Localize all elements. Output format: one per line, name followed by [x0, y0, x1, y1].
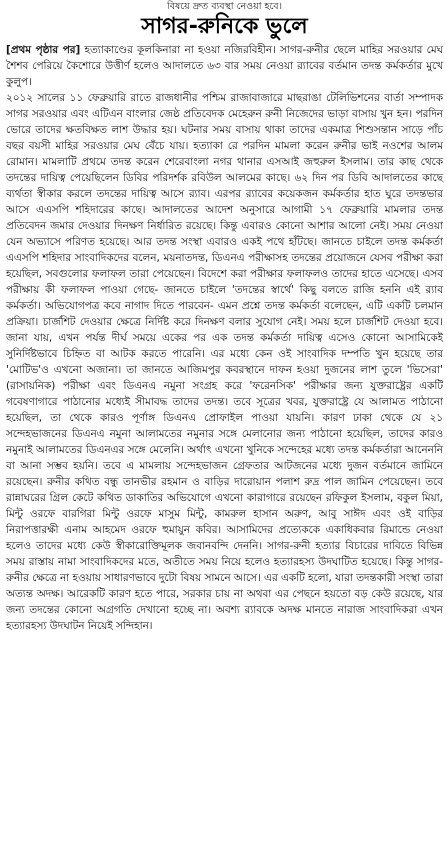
article-paragraph-2: ২০১২ সালের ১১ ফেব্রুয়ারি রাতে রাজধানীর পশ্চিম রাজাবাজারে মাছরাঙা টেলিভিশনের বার্তা সম্পাদক সাগর সরওয়ার এবং এটিএন বাংলার জেষ্ঠ প্রতিবেদক মেহেরুন রুনী নিজেদের ভাড়া বাসায় খুন হন। পরদিন ভোরে তাদের ক্ষতবিক্ষত লাশ উদ্ধার হয়। ঘটনার সময় বাসায় থাকা তাদের একমাত্র শিশুসন্তান সাড়ে পাঁচ বছর বয়সী মাহির সরওয়ার মেঘ বেঁচে যায়। হত্যাকা রে পরদিন মামলা করেন রুনীর ভাই নওশের আলম রোমান। মামলাটি প্রথমে তদন্ত করেন শেরেবাংলা নগর থানার এসআই জহুরুল ইসলাম। তার কাছ থেকে তদন্তের দায়িত্ব পেয়েছিলেন ডিবির পরিদর্শক রবিউল আলমের কাছে। ৬২ দিন পর ডিবি আদালতের কাছে ব্যর্থতা স্বীকার করলে তদন্তের দায়িত্ব আসে র‍্যাব। এরপর র‍্যাবের কয়েকজন কর্মকর্তার হাত ঘুরে তদন্তভার আসে এএসপি শহিদারের কাছে। আদালতের আদেশ অনুসারে আগামী ১৭ ফেব্রুয়ারি মামলার তদন্ত প্রতিবেদন জমার দেওয়ার দিনক্ষণ নির্ধারিত রয়েছে। কিন্তু এবারও কোনো আশার আলো নেই। সময় নেওয়া যেন অভ্যাসে পরিণত হয়েছে। আর তদন্ত সংস্থা এবারও একই পথে হাঁটছে। জানতে চাইলে তদন্ত কর্মকর্তা এএসপি শহিদার সাংবাদিকদের বলেন, ময়নাতদন্ত, ডিএনএ পরীক্ষাসহ তদন্তের প্রয়োজনে যেসব পরীক্ষা করা হয়েছিল, সবগুলোর ফলাফল তারা পেয়েছেন। বিদেশে করা পরীক্ষার ফলাফলও তাদের হাতে এসেছে। এসব পরীক্ষায় কী ফলাফল পাওয়া গেছে- জানতে চাইলে 'তদন্তের স্বার্থে' কিছু বলতে রাজি হননি এই র‍্যাব কর্মকর্তা। অভিযোগপত্র কবে নাগাদ দিতে পারবেন- এমন প্রশ্নে তদন্ত কর্মকর্তা বলেছেন, এটি একটি চলমান প্রক্রিয়া। চার্জশিট দেওয়ার ক্ষেত্রে নির্দিষ্ট করে দিনক্ষণ বলার সুযোগ নেই। সময় হলে চার্জশিট দেওয়া হবে। জানা যায়, এখন পর্যন্ত দীর্ঘ সময়ে একের পর এক তদন্ত কর্মকর্তা দায়িত্ব এসেও কোনো আসামিকেই সুনির্দিষ্টভাবে চিহ্নিত বা আটক করতে পারেনি। এর মধ্যে কেন ওই সাংবাদিক দম্পতি খুন হয়েছে তার 'মোটিভ'ও এখনো অজানা। তা জানতে আজিমপুর কবরস্থানে দাফন হওয়া দুজনের লাশ তুলে 'ভিসেরা' (রাসায়নিক) পরীক্ষা এবং ডিএনএ নমুনা সংগ্রহ করে 'ফরেনসিক' পরীক্ষার জন্য যুক্তরাষ্ট্রের একটি গবেষণাগারে পাঠানোর মধ্যেই সীমাবদ্ধ তাদের তদন্ত। তবে সূত্রের খবর, যুক্তরাষ্ট্রে যে আলামত পাঠানো হয়েছিল, তা থেকে কারও পূর্ণাঙ্গ ডিএনএ প্রোফাইল পাওয়া যায়নি। কারণ ঢাকা থেকে যে ২১ সন্দেহভাজনের ডিএনএ নমুনা আলামতের নমুনার সঙ্গে মেলানোর জন্য পাঠানো হয়েছিল, তাদের কারও নমুনাই আলামতের ডিএনএর সঙ্গে মেলেনি। অর্থাৎ এখনো খুনিকে সন্দেহের মধ্যে তদন্ত কর্মকর্তারা আনেননি বা আনা সম্ভব হয়নি। তবে এ মামলায় সন্দেহভাজন গ্রেফতার আটজনের মধ্যে দুজন বর্তমানে জামিনে রয়েছেন। রুনীর কথিত বন্ধু তানভীর রহমান ও বাড়ির দারোয়ান পলাশ রুদ্র পাল জামিন পেয়েছেন। তবে রান্নাঘরের গ্রিল কেটে কথিত ডাকাতির অভিযোগে এখনো কারাগারে রয়েছেন রফিকুল ইসলাম, বকুল মিয়া, মিন্টু ওরফে বারগিরা মিন্টু ওরফে মাসুম মিন্টু, কামরুল হাসান অরুণ, আবু সাঈদ এবং ওই বাড়ির নিরাপত্তারক্ষী এনাম আহমেদ ওরফে হুমায়ুন কবির। আসামিদের প্রত্যেককে একাধিকবার রিমান্ডে নেওয়া হলেও তাদের মধ্যে কেউ স্বীকারোক্তিমূলক জবানবন্দি দেননি। সাগর-রুনী হত্যার বিচারের দাবিতে বিভিন্ন সময় রাস্তায় নামা সাংবাদিকদের মতে, অতীতে সময় নিয়ে হলেও হত্যারহস্য উদঘাটিত হয়েছে। কিন্তু সাগর-রুনীর ক্ষেত্রে না হওয়ায় সাধারণভাবে দুটো বিষয় সামনে আসে। এর একটি হলো, যারা তদন্তকারী সংস্থা তারা অত্যন্ত অদক্ষ। আরেকটি কারণ হতে পারে, সরকার চায় না অথবা এর পেছনে হয়তো বড় কেউ রয়েছে, যার জন্য তদন্তের কোনো অগ্রগতি দেখানো হচ্ছে না। অবশ্য র‍্যাবকে অদক্ষ মানতে নারাজ সাংবাদিকরা এখন হত্যারহস্য উদঘাটন নিয়েই সন্দিহান। [6, 92, 443, 632]
previous-article-tail: বিষয়ে দ্রুত ব্যবস্থা নেওয়া হবে। [167, 1, 282, 12]
paragraph-text: হত্যাকাণ্ডের কূলকিনারা না হওয়া নজিরবিহীন। সাগর-রুনীর ছেলে মাহির সরওয়ার মেঘ শৈশব পেরিয়ে কৈশোরে উত্তীর্ণ হলেও আদালতে ৬৩ বার সময় নেওয়া র‍্যাবের বর্তমান তদন্ত কর্মকর্তার মুখে কুলুপ। [6, 44, 444, 88]
article-paragraph-1 [6, 42, 443, 90]
article-body [6, 42, 443, 634]
continuation-label: [প্রথম পৃষ্ঠার পর] [6, 44, 81, 56]
headline: সাগর-রুনিকে ভুলে [141, 14, 308, 39]
